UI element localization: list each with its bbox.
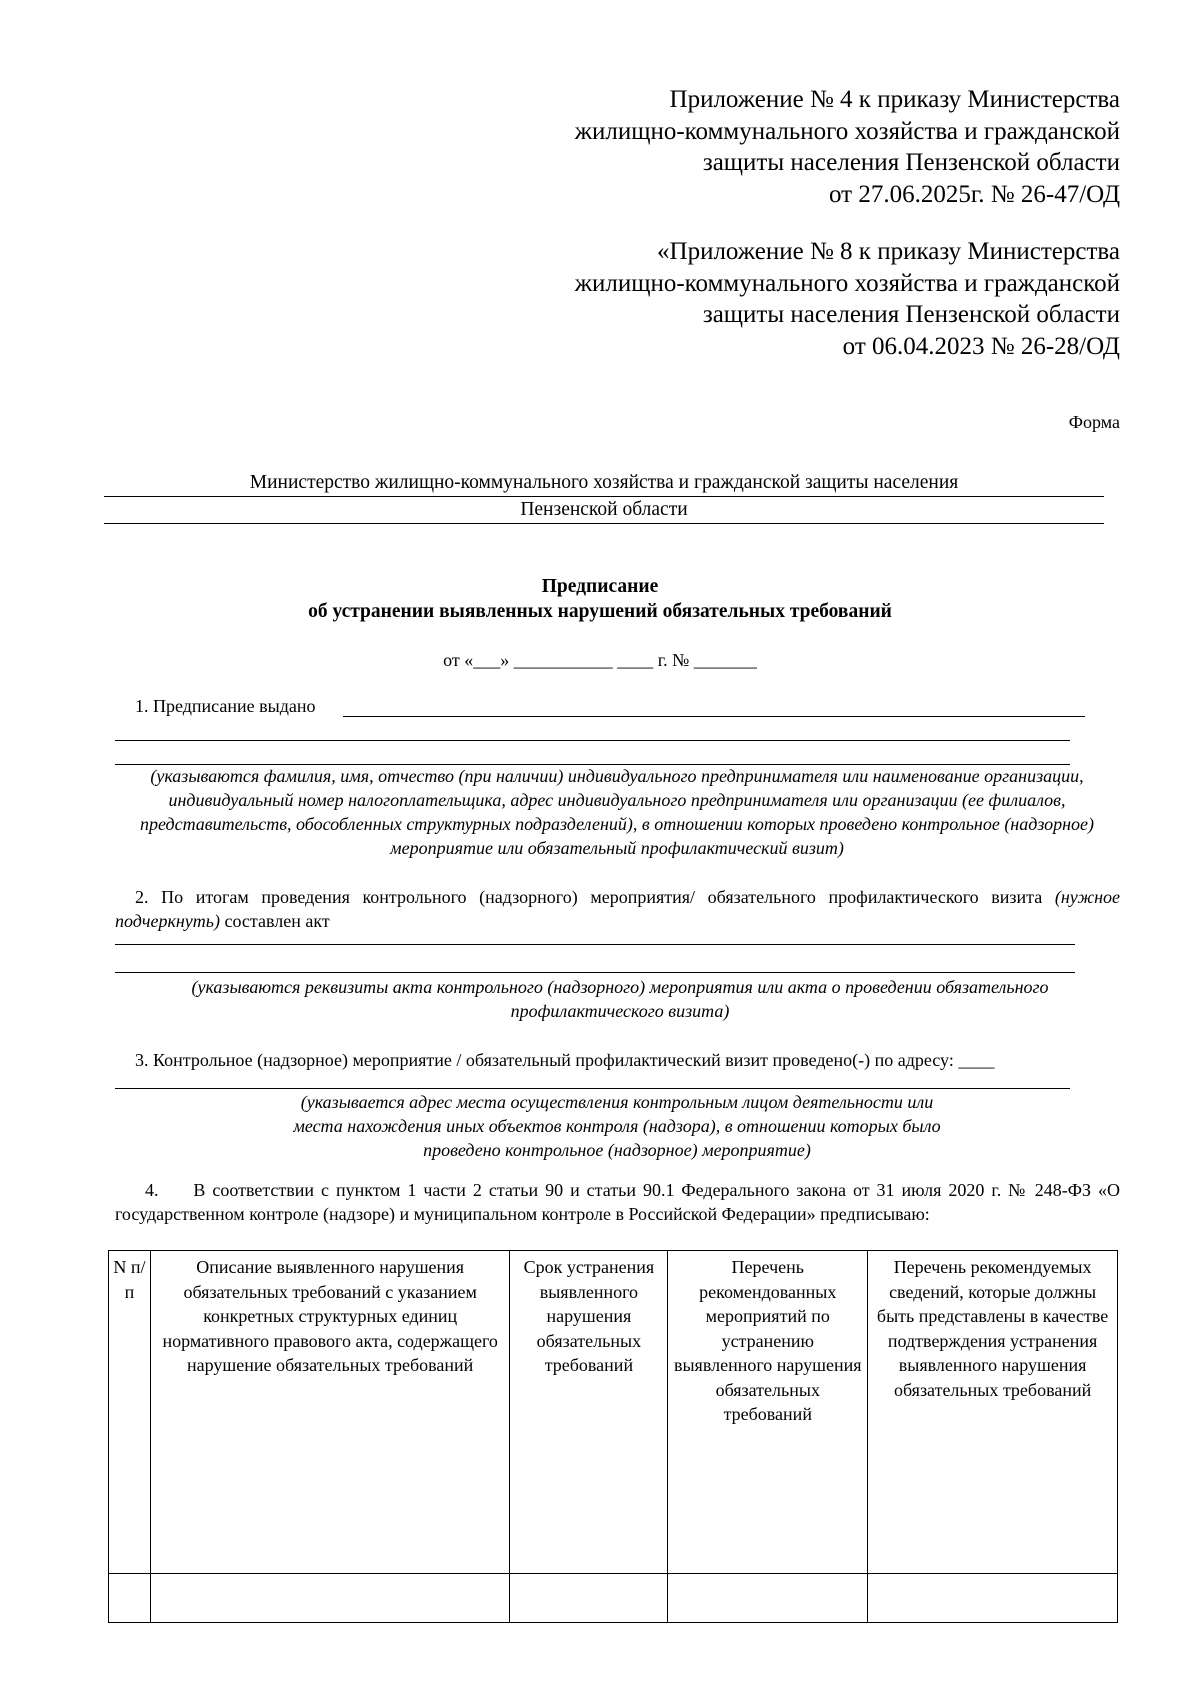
section-3-hint-line-2: места нахождения иных объектов контроля (надзора), в отношении которых было [293, 1116, 941, 1136]
organization-line-2: Пензенской области [104, 497, 1104, 524]
title-line-2: об устранении выявленных нарушений обязательных требований [308, 601, 892, 622]
section-1-hint: (указываются фамилия, имя, отчество (при наличии) индивидуального предпринимателя или наименование организации, индивидуальный номер налогоплательщика, адрес индивидуального предпринимателя или организации (ее филиалов, представительств, обособленных структурных подразделений), в отношении которых проведено контрольное (надзорное) мероприятие или обязательный профилактический визит) [139, 766, 1095, 858]
requirements-table [108, 1250, 1118, 1623]
header-confirmation-info: Перечень рекомендуемых сведений, которые должны быть представлены в качестве подтверждения устранения выявленного нарушения обязательных требований [868, 1251, 1118, 1574]
appendix-4-line-2: жилищно-коммунального хозяйства и гражданской [574, 117, 1120, 145]
section-4-number: 4. [145, 1180, 159, 1200]
section-2-fill-line [115, 944, 1075, 945]
section-4-text [115, 1178, 1120, 1226]
date-number-line: от «___» ___________ ____ г. № _______ [443, 650, 757, 670]
section-1-text [115, 694, 1120, 718]
section-2-fill-line [115, 972, 1075, 973]
form-label: Форма [1068, 412, 1120, 432]
title-line-1: Предписание [541, 576, 659, 597]
document-title [0, 574, 1200, 624]
section-3-text: 3. Контрольное (надзорное) мероприятие / обязательный профилактический визит проведено(-) по адресу: ____ [135, 1050, 995, 1070]
appendix-4-line-4: от 27.06.2025г. № 26-47/ОД [828, 180, 1120, 208]
appendix-8-header [575, 236, 1120, 362]
header-recommended-measures: Перечень рекомендованных мероприятий по устранению выявленного нарушения обязательных требований [668, 1251, 868, 1574]
appendix-4-line-1: Приложение № 4 к приказу Министерства [669, 86, 1120, 113]
table-cell[interactable] [868, 1574, 1118, 1623]
table-cell[interactable] [510, 1574, 668, 1623]
appendix-4-line-3: защиты населения Пензенской области [702, 149, 1120, 176]
appendix-8-line-3: защиты населения Пензенской области [702, 301, 1120, 328]
section-2-italic-note: (нужное подчеркнуть) [115, 887, 1121, 931]
appendix-4-header [575, 84, 1120, 210]
section-4-body: В соответствии с пунктом 1 части 2 статьи 90 и статьи 90.1 Федерального закона от 31 июля 2020 г. № 248-ФЗ «О государственном контроле (надзоре) и муниципальном контроле в Российской Федерации» предписываю: [115, 1180, 1120, 1224]
organization-line-1: Министерство жилищно-коммунального хозяйства и гражданской защиты населения [104, 470, 1104, 497]
appendix-8-line-2: жилищно-коммунального хозяйства и гражданской [574, 269, 1120, 297]
section-1-fill-line [343, 716, 1085, 717]
section-2-end: составлен акт [219, 911, 330, 931]
section-3-hint-line-3: проведено контрольное (надзорное) мероприятие) [423, 1140, 811, 1160]
section-1-label: 1. Предписание выдано [135, 696, 316, 716]
table-row [109, 1574, 1118, 1623]
section-2-main: 2. По итогам проведения контрольного (надзорного) мероприятия/ обязательного профилактического визита [135, 887, 1043, 907]
section-2-text [115, 885, 1120, 933]
appendix-8-line-1: «Приложение № 8 к приказу Министерства [657, 238, 1120, 265]
table-cell[interactable] [668, 1574, 868, 1623]
section-2-hint: (указываются реквизиты акта контрольного (надзорного) мероприятия или акта о проведении обязательного профилактического визита) [191, 977, 1049, 1021]
table-header-row [109, 1251, 1118, 1574]
section-3-fill-line [115, 1088, 1070, 1089]
header-deadline: Срок устранения выявленного нарушения обязательных требований [510, 1251, 668, 1574]
organization-name [104, 470, 1104, 524]
appendix-8-line-4: от 06.04.2023 № 26-28/ОД [842, 332, 1120, 360]
table-cell[interactable] [109, 1574, 151, 1623]
table-cell[interactable] [150, 1574, 509, 1623]
header-number: N п/п [109, 1251, 151, 1574]
header-violation-description: Описание выявленного нарушения обязательных требований с указанием конкретных структурных единиц нормативного правового акта, содержащего нарушение обязательных требований [150, 1251, 509, 1574]
section-1-fill-line [115, 740, 1070, 741]
section-3-hint-line-1: (указывается адрес места осуществления контрольным лицом деятельности или [300, 1092, 934, 1112]
section-3-hint [112, 1090, 1122, 1162]
